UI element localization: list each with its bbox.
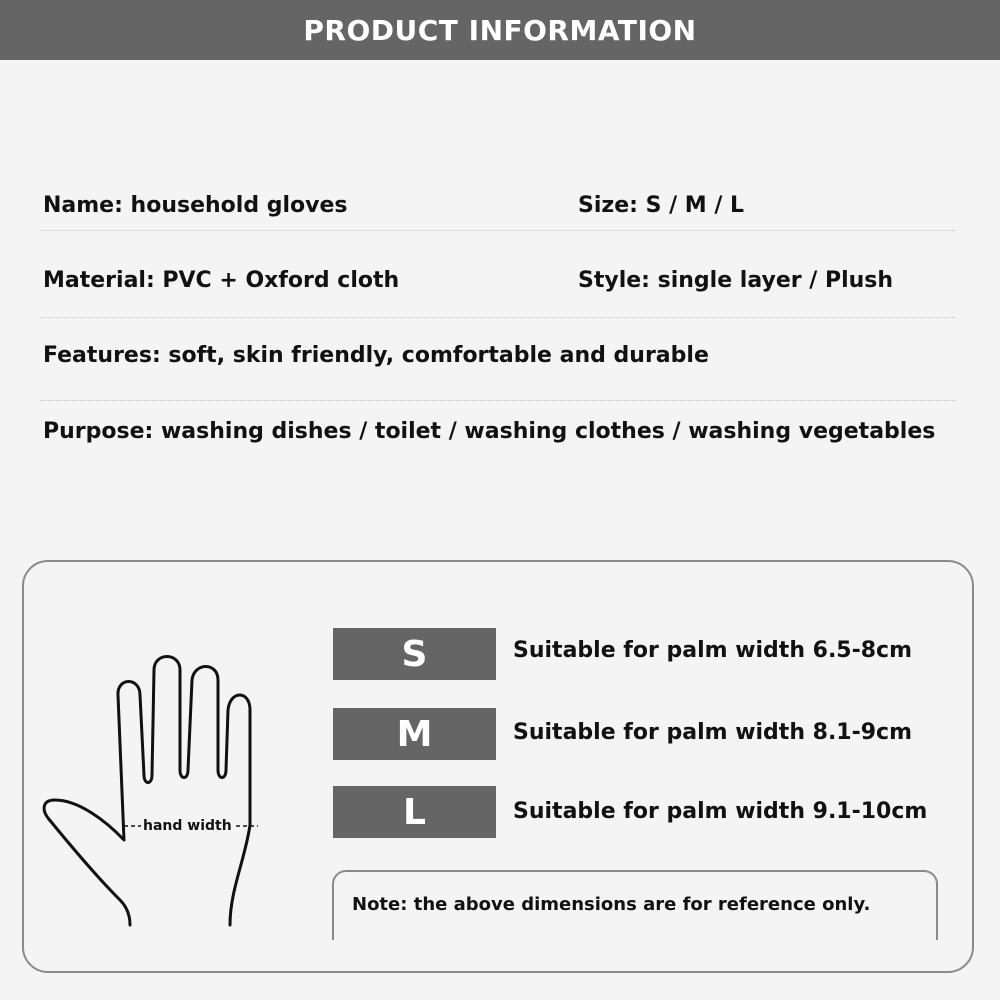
page-title: PRODUCT INFORMATION: [303, 13, 697, 47]
hand-width-label: hand width: [143, 818, 232, 834]
info-purpose: Purpose: washing dishes / toilet / washing clothes / washing vegetables: [43, 419, 936, 444]
size-desc-l: Suitable for palm width 9.1-10cm: [513, 799, 928, 824]
header-bar: [0, 0, 1000, 60]
divider: [40, 317, 955, 318]
size-desc-m: Suitable for palm width 8.1-9cm: [513, 720, 913, 745]
info-size: Size: S / M / L: [578, 193, 745, 218]
size-badge-s: S: [333, 628, 496, 680]
size-badge-m: M: [333, 708, 496, 760]
info-material: Material: PVC + Oxford cloth: [43, 268, 400, 293]
info-style: Style: single layer / Plush: [578, 268, 894, 293]
divider: [40, 400, 955, 401]
info-features: Features: soft, skin friendly, comfortable and durable: [43, 343, 709, 368]
reference-note: Note: the above dimensions are for reference only.: [352, 894, 871, 915]
size-desc-s: Suitable for palm width 6.5-8cm: [513, 638, 913, 663]
hand-outline-icon: [40, 650, 270, 930]
size-badge-l: L: [333, 786, 496, 838]
divider: [40, 230, 955, 231]
info-name: Name: household gloves: [43, 193, 348, 218]
